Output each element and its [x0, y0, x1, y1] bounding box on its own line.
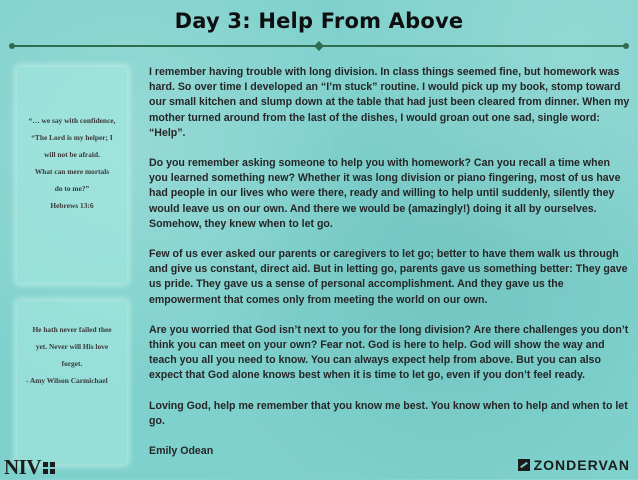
prayer-paragraph: Loving God, help me remember that you know me best. You know when to help and when to let go. — [149, 399, 628, 427]
quote-line: He hath never failed thee — [32, 325, 112, 334]
body-paragraph: Few of us ever asked our parents or caregivers to let go; better to have them walk us through and give us constant, direct aid. But in letting go, parents gave us something better: They gave us pride. They gave us a sense of personal accomplishment. And they gave us the empowerment that comes only from meeting the world on our own. — [149, 248, 628, 306]
niv-logo — [4, 455, 55, 480]
zondervan-mark-icon — [518, 459, 530, 471]
devotional-body — [149, 65, 631, 474]
author-quote-box — [17, 301, 127, 464]
quote-line: What can mere mortals — [34, 167, 110, 176]
scripture-quote-box — [17, 67, 127, 283]
quote-reference: Hebrews 13:6 — [50, 201, 94, 210]
body-paragraph: Do you remember asking someone to help you with homework? Can you recall a time when you learned something new? Whether it was long division or piano fingering, most of us have had people in our lives who were there, ready and willing to help until suddenly, silently they would leave us on our own. And there we would be (amazingly!) doing it all by ourselves. Somehow, they knew when to let go. — [149, 157, 621, 230]
quote-line: “The Lord is my helper; I — [31, 133, 113, 142]
niv-logo-text: NIV — [4, 455, 42, 479]
page-title: Day 3: Help From Above — [174, 9, 464, 33]
divider-ornament — [8, 40, 630, 52]
quote-line: will not be afraid. — [44, 150, 100, 159]
quote-line: “… we say with confidence, — [28, 116, 116, 125]
quote-line: forget. — [61, 359, 83, 368]
author-name: Emily Odean — [149, 445, 214, 458]
zondervan-logo — [518, 457, 630, 473]
quote-line: do to me?” — [54, 184, 90, 193]
cross-icon — [43, 462, 55, 474]
quote-attribution: - Amy Wilson Carmichael — [26, 376, 108, 385]
zondervan-logo-text: ZONDERVAN — [533, 457, 630, 473]
body-paragraph: Are you worried that God isn’t next to you for the long division? Are there challenges you don’t think you can meet on your own? Fear not. God is here to help. God will show the way and teach you all you need to know. You can always expect help from above. But you can also expect that God alone knows best when it is time to let go, even if you don’t feel ready. — [149, 323, 629, 382]
body-paragraph: I remember having trouble with long division. In class things seemed fine, but homework was hard. So over time I developed an “I’m stuck” routine. I would pick up my book, stomp toward our small kitchen and slump down at the table that had just been cleared from dinner. When my mother turned around from the last of the dishes, I would groan out one sad, single word: “Help”. — [149, 66, 630, 139]
quote-line: yet. Never will His love — [35, 342, 109, 351]
